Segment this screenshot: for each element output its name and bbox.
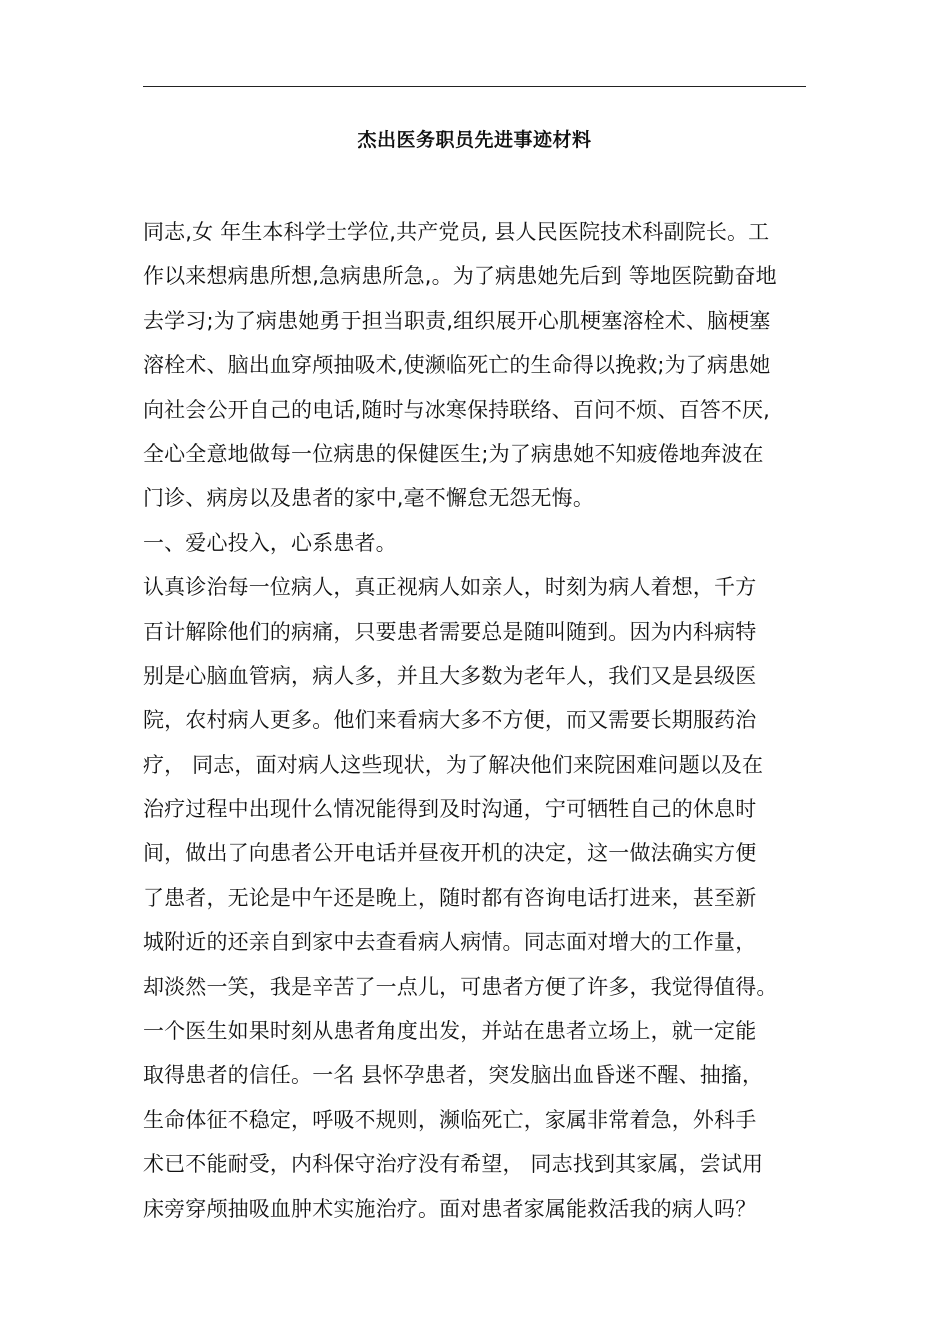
body-line: 疗， 同志，面对病人这些现状，为了解决他们来院困难问题以及在 [143,752,764,777]
document-body [143,210,806,1231]
body-line: 却淡然一笑，我是辛苦了一点儿，可患者方便了许多，我觉得值得。 [143,974,778,999]
body-line: 向社会公开自己的电话,随时与冰寒保持联络、百问不烦、百答不厌, [143,397,770,422]
body-line: 溶栓术、脑出血穿颅抽吸术,使濒临死亡的生命得以挽救;为了病患她 [143,353,771,378]
body-line: 间，做出了向患者公开电话并昼夜开机的决定，这一做法确实方便 [143,841,757,866]
body-line: 作以来想病患所想,急病患所急,。为了病患她先后到 等地医院勤奋地 [143,264,777,289]
body-line: 取得患者的信任。一名 县怀孕患者，突发脑出血昏迷不醒、抽搐， [143,1063,764,1088]
body-line: 百计解除他们的病痛，只要患者需要总是随叫随到。因为内科病特 [143,619,757,644]
body-line: 全心全意地做每一位病患的保健医生;为了病患她不知疲倦地奔波在 [143,441,764,466]
section-heading: 一、爱心投入，心系患者。 [143,530,397,555]
body-line: 一个医生如果时刻从患者角度出发，并站在患者立场上，就一定能 [143,1019,757,1044]
body-line: 别是心脑血管病，病人多，并且大多数为老年人，我们又是县级医 [143,663,757,688]
header-divider [143,86,806,87]
body-line: 城附近的还亲自到家中去查看病人病情。同志面对增大的工作量， [143,930,757,955]
body-line: 同志,女 年生本科学士学位,共产党员, 县人民医院技术科副院长。工 [143,220,770,244]
document-title: 杰出医务职员先进事迹材料 [357,129,592,151]
body-line: 去学习;为了病患她勇于担当职责,组织展开心肌梗塞溶栓术、脑梗塞 [143,308,771,333]
body-line: 认真诊治每一位病人，真正视病人如亲人，时刻为病人着想，千方 [143,575,757,600]
body-line: 门诊、病房以及患者的家中,毫不懈怠无怨无悔。 [143,486,594,511]
body-line: 了患者，无论是中午还是晚上，随时都有咨询电话打进来，甚至新 [143,885,757,910]
body-line: 术已不能耐受，内科保守治疗没有希望， 同志找到其家属，尝试用 [143,1152,764,1177]
body-line: 床旁穿颅抽吸血肿术实施治疗。面对患者家属能救活我的病人吗？ [143,1196,757,1221]
body-line: 生命体征不稳定，呼吸不规则，濒临死亡，家属非常着急，外科手 [143,1107,757,1132]
body-line: 院，农村病人更多。他们来看病大多不方便，而又需要长期服药治 [143,708,757,733]
body-line: 治疗过程中出现什么情况能得到及时沟通，宁可牺牲自己的休息时 [143,797,757,822]
